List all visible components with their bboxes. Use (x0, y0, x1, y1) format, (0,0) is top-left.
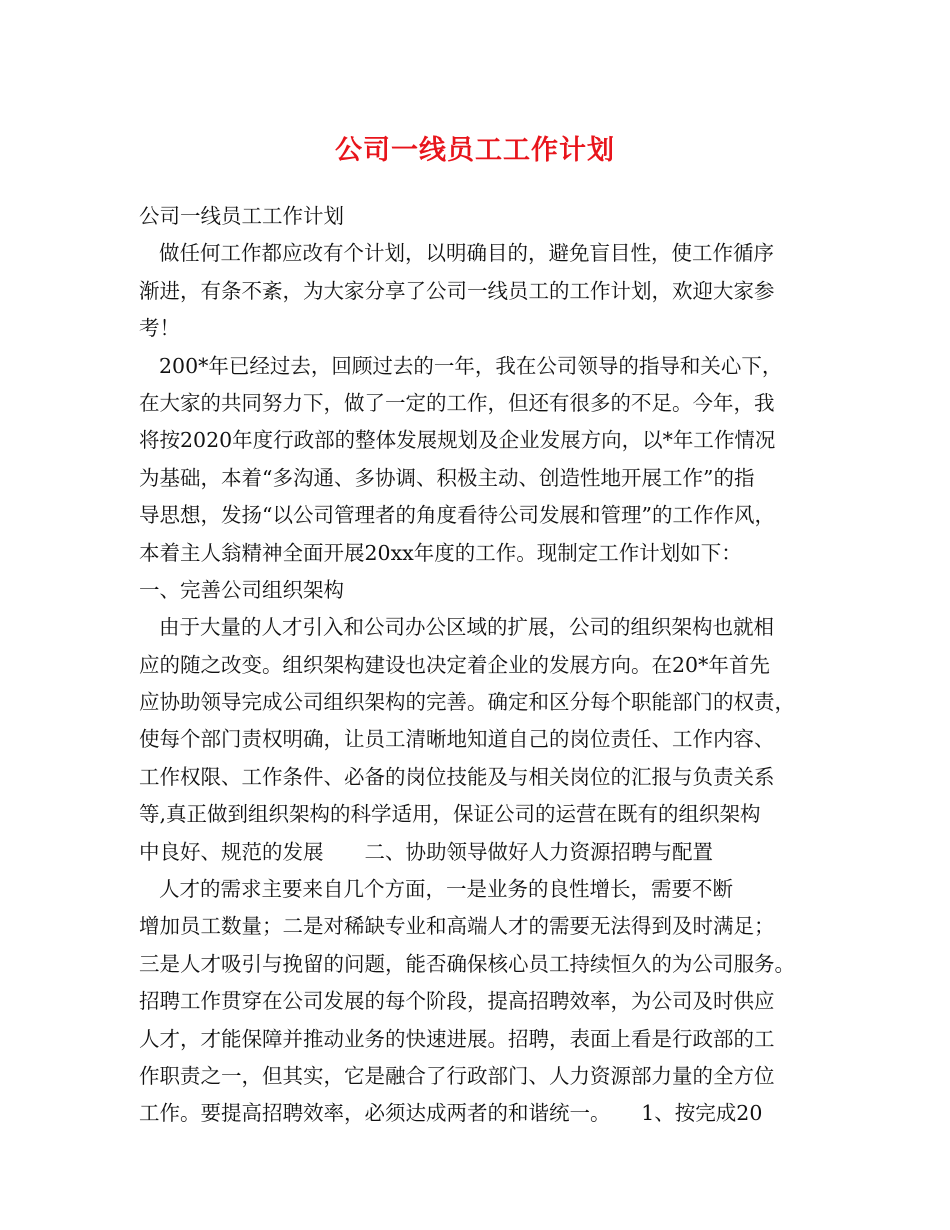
text-line: 由于大量的人才引入和公司办公区域的扩展，公司的组织架构也就相 (159, 615, 774, 640)
text-line: 本着主人翁精神全面开展20xx年度的工作。现制定工作计划如下： (139, 540, 742, 565)
text-line: 渐进，有条不紊，为大家分享了公司一线员工的工作计划，欢迎大家参 (139, 278, 775, 303)
text-line: 做任何工作都应改有个计划，以明确目的，避免盲目性，使工作循序 (159, 241, 774, 266)
document-title: 公司一线员工工作计划 (335, 135, 615, 166)
text-line: 一、完善公司组织架构 (139, 577, 344, 602)
text-line: 使每个部门责权明确，让员工清晰地知道自己的岗位责任、工作内容、 (139, 727, 775, 752)
text-line: 公司一线员工工作计划 (139, 204, 344, 228)
text-line: 作职责之一，但其实，它是融合了行政部门、人力资源部力量的全方位 (139, 1063, 775, 1088)
text-line: 在大家的共同努力下，做了一定的工作，但还有很多的不足。今年，我 (139, 390, 775, 415)
text-line: 中良好、规范的发展 二、协助领导做好人力资源招聘与配置 (139, 839, 713, 864)
text-line: 人才的需求主要来自几个方面，一是业务的良性增长，需要不断 (159, 877, 733, 902)
document-body (139, 198, 829, 1133)
text-line: 导思想，发扬“以公司管理者的角度看待公司发展和管理”的工作作风， (139, 503, 775, 528)
text-line: 为基础，本着“多沟通、多协调、积极主动、创造性地开展工作”的指 (139, 465, 755, 490)
text-line: 三是人才吸引与挽留的问题，能否确保核心员工持续恒久的为公司服务。 (139, 951, 795, 976)
text-line: 200*年已经过去，回顾过去的一年，我在公司领导的指导和关心下， (159, 353, 783, 378)
text-line: 应的随之改变。组织架构建设也决定着企业的发展方向。在20*年首先 (139, 652, 770, 677)
text-line: 应协助领导完成公司组织架构的完善。确定和区分每个职能部门的权责， (139, 690, 795, 715)
text-line: 等,真正做到组织架构的科学适用，保证公司的运营在既有的组织架构 (139, 802, 761, 827)
text-line: 增加员工数量；二是对稀缺专业和高端人才的需要无法得到及时满足； (139, 914, 775, 939)
text-line: 工作权限、工作条件、必备的岗位技能及与相关岗位的汇报与负责关系 (139, 764, 775, 789)
text-line: 工作。要提高招聘效率，必须达成两者的和谐统一。 1、按完成20 (139, 1101, 763, 1126)
text-line: 人才，才能保障并推动业务的快速进展。招聘，表面上看是行政部的工 (139, 1026, 775, 1051)
text-line: 考！ (139, 316, 180, 341)
text-line: 将按2020年度行政部的整体发展规划及企业发展方向，以*年工作情况 (139, 428, 776, 453)
text-line: 招聘工作贯穿在公司发展的每个阶段，提高招聘效率，为公司及时供应 (139, 989, 775, 1014)
